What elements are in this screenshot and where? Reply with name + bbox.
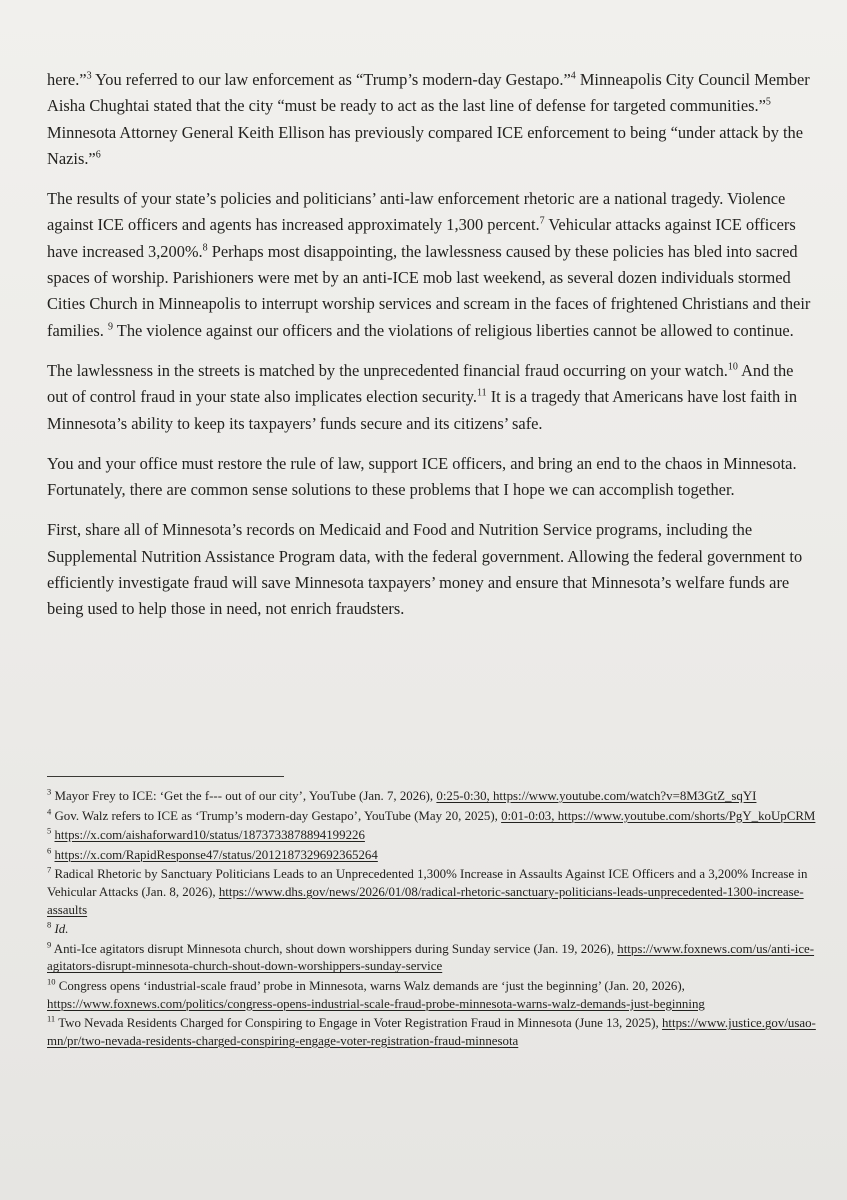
paragraph-text: Perhaps most disappointing, the lawlessness caused by these policies has bled into sacred spaces of worship. Parishioners were met by an anti-ICE mob last weekend, as several dozen individuals stormed Cities Church in Minneapolis to interrupt worship services and scream in the faces of frightened Christians and their families. <box>47 241 811 340</box>
paragraph-text: Minnesota Attorney General Keith Ellison has previously compared ICE enforcement to being “under attack by the Nazis.” <box>47 122 804 168</box>
footnote-number: 10 <box>47 976 56 987</box>
footnote <box>47 847 822 865</box>
paragraph-text: You and your office must restore the rule of law, support ICE officers, and bring an end to the chaos in Minnesota. Fortunately, there are common sense solutions to these problems that I hope we can accomplish together. <box>47 453 797 500</box>
footnote-text: Anti-Ice agitators disrupt Minnesota church, shout down worshippers during Sunday service (Jan. 19, 2026), <box>53 941 618 956</box>
footnote-reference: 7 <box>539 216 545 228</box>
footnote-reference: 8 <box>202 242 208 254</box>
footnote-number: 5 <box>47 825 52 836</box>
footnote <box>47 788 822 806</box>
footnote-number: 9 <box>47 939 52 950</box>
paragraph-text: And the out of control fraud in your state also implicates election security. <box>47 360 794 407</box>
footnote <box>47 921 822 939</box>
footnote-number: 3 <box>47 786 52 797</box>
footnote-number: 8 <box>47 919 52 930</box>
paragraph-text: The violence against our officers and the violations of religious liberties cannot be allowed to continue. <box>113 320 794 340</box>
paragraph-text: The results of your state’s policies and politicians’ anti-law enforcement rhetoric are a national tragedy. Violence against ICE officers and agents has increased approximately 1,300 percent. <box>47 189 786 235</box>
footnote-link[interactable]: 0:25-0:30, <box>436 789 490 803</box>
letter-body <box>47 67 817 637</box>
footnotes-section <box>47 788 822 1052</box>
footnote-number: 11 <box>47 1013 56 1024</box>
footnote-link[interactable]: https://www.foxnews.com/us/anti-ice-agitators-disrupt-minnesota-church-shout-down-worshippers-sunday-service <box>47 941 815 974</box>
paragraph-text: Minneapolis City Council Member Aisha Chughtai stated that the city “must be ready to act as the last line of defense for targeted communities.” <box>47 70 810 116</box>
footnote <box>47 1015 822 1050</box>
footnote-link[interactable]: https://x.com/aishaforward10/status/1873733878894199226 <box>54 828 365 843</box>
footnote-link[interactable]: https://x.com/RapidResponse47/status/2012187329692365264 <box>54 847 378 862</box>
paragraph-text: You referred to our law enforcement as “Trump’s modern-day Gestapo.” <box>91 70 571 89</box>
body-paragraph <box>47 358 817 437</box>
footnote-link[interactable]: https://www.justice.gov/usao-mn/pr/two-nevada-residents-charged-conspiring-engage-voter-registration-fraud-minnesota <box>47 1016 816 1048</box>
footnote-reference: 10 <box>727 361 738 373</box>
footnote <box>47 808 822 826</box>
footnote-text: Two Nevada Residents Charged for Conspiring to Engage in Voter Registration Fraud in Minnesota (June 13, 2025), <box>58 1016 662 1031</box>
paragraph-text: Vehicular attacks against ICE officers have increased 3,200%. <box>47 215 796 261</box>
paragraph-text: It is a tragedy that Americans have lost faith in Minnesota’s ability to keep its taxpayers’ funds secure and its citizens’ safe. <box>47 387 798 433</box>
footnote <box>47 866 822 919</box>
footnote-reference: 6 <box>95 149 101 161</box>
paragraph-text: The lawlessness in the streets is matched by the unprecedented financial fraud occurring on your watch. <box>47 360 728 380</box>
footnote-number: 4 <box>47 806 52 817</box>
footnote-number: 7 <box>47 865 52 876</box>
footnote-number: 6 <box>47 845 52 856</box>
paragraph-text: here.” <box>47 70 87 89</box>
body-paragraph <box>47 451 817 504</box>
footnote-link[interactable]: https://www.youtube.com/watch?v=8M3GtZ_sqYI <box>489 789 757 803</box>
footnote-link[interactable]: https://www.youtube.com/shorts/PgY_koUpCRM <box>554 808 816 823</box>
footnote <box>47 827 822 845</box>
footnote-text: Congress opens ‘industrial-scale fraud’ probe in Minnesota, warns Walz demands are ‘just the beginning’ (Jan. 20, 2026), <box>58 978 685 993</box>
body-paragraph <box>47 67 817 172</box>
footnote-reference: 9 <box>108 321 113 333</box>
footnote <box>47 978 822 1013</box>
footnote-text: Id. <box>54 922 69 937</box>
footnote-reference: 4 <box>570 70 576 82</box>
footnote-reference: 11 <box>476 387 487 399</box>
footnote-link[interactable]: https://www.dhs.gov/news/2026/01/08/radical-rhetoric-sanctuary-politicians-leads-unprecedented-1300-increase-assaults <box>47 884 804 917</box>
paragraph-text: First, share all of Minnesota’s records on Medicaid and Food and Nutrition Service programs, including the Supplemental Nutrition Assistance Program data, with the federal government. Allowing the federal government to efficiently investigate fraud will save Minnesota taxpayers’ money and ensure that Minnesota’s welfare funds are being used to help those in need, not enrich fraudsters. <box>47 520 803 619</box>
footnote <box>47 941 822 976</box>
footnote-reference: 3 <box>86 70 92 82</box>
footnote-divider <box>47 776 284 777</box>
footnote-text: Gov. Walz refers to ICE as ‘Trump’s modern-day Gestapo’, YouTube (May 20, 2025), <box>54 808 502 823</box>
footnote-reference: 5 <box>765 96 771 108</box>
footnote-text: Radical Rhetoric by Sanctuary Politicians Leads to an Unprecedented 1,300% Increase in Assaults Against ICE Officers and a 3,200% Increase in Vehicular Attacks (Jan. 8, 2026), <box>47 867 808 899</box>
body-paragraph <box>47 186 817 344</box>
footnote-text: Mayor Frey to ICE: ‘Get the f--- out of our city’, YouTube (Jan. 7, 2026), <box>54 789 437 803</box>
body-paragraph <box>47 517 817 622</box>
footnote-link[interactable]: 0:01-0:03, <box>501 808 555 823</box>
footnote-link[interactable]: https://www.foxnews.com/politics/congress-opens-industrial-scale-fraud-probe-minnesota-warns-walz-demands-just-beginning <box>47 996 705 1011</box>
